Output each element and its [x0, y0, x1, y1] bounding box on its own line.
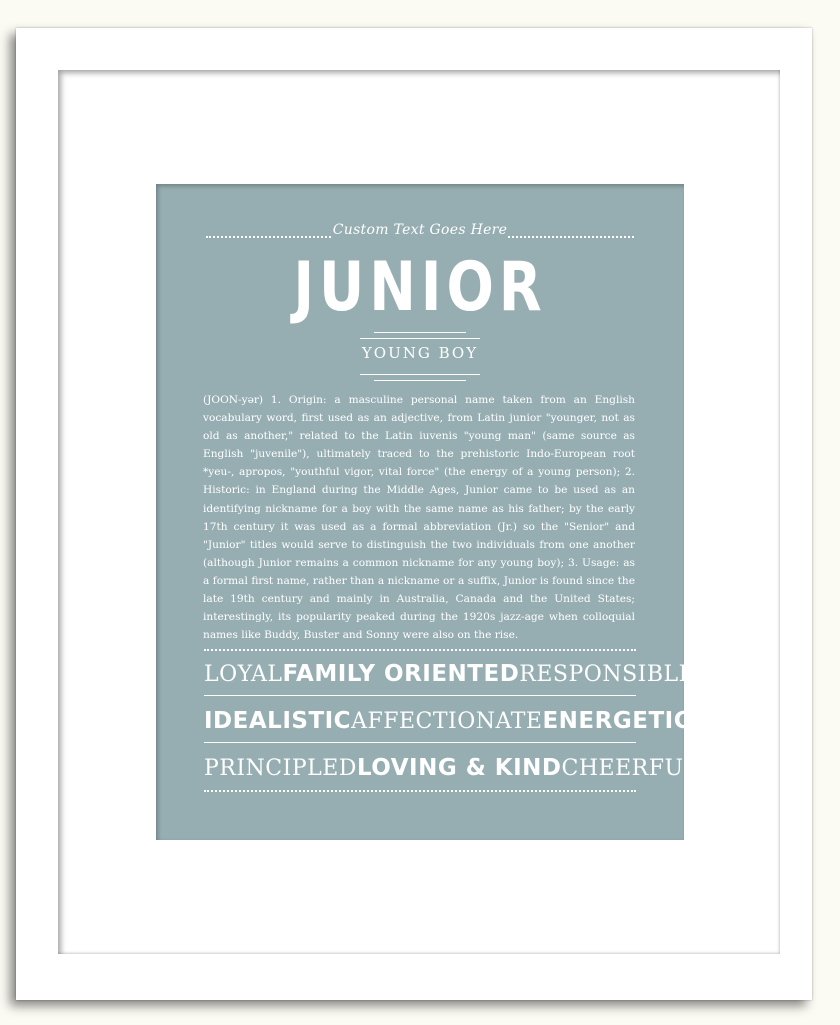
traits-row	[204, 703, 692, 739]
name-print	[156, 184, 699, 840]
traits-row	[204, 750, 699, 786]
trait-word: ENERGETIC	[542, 708, 692, 734]
trait-word: CHEERFUL	[561, 755, 699, 781]
dotted-divider	[204, 790, 636, 792]
custom-text: Custom Text Goes Here	[332, 222, 508, 238]
divider-line	[360, 374, 480, 375]
name-definition: (JOON-yər) 1. Origin: a masculine personal name taken from an English vocabulary word, first used as an adjective, from Latin junior "younger, not as old as another," related to the Latin iuvenis "young man" (same source as English "juvenile"), ultimately traced to the prehistoric Indo-European root *yeu-, apropos, "youthful vigor, vital force" (the energy of a young person); 2. Historic: in England during the Middle Ages, Junior came to be used as an identifying nickname for a boy with the same name as his father; by the early 17th century it was used as a formal abbreviation (Jr.) so the "Senior" and "Junior" titles would serve to distinguish the two individuals from one another (although Junior remains a common nickname for any young boy); 3. Usage: as a formal first name, rather than a nickname or a suffix, Junior is found since the late 19th century and mainly in Australia, Canada and the United States; interestingly, its popularity peaked during the 1920s jazz-age when colloquial names like Buddy, Buster and Sonny were also on the rise.	[203, 394, 635, 642]
divider-line	[360, 338, 480, 339]
picture-frame	[16, 28, 812, 1000]
divider-line	[374, 380, 466, 381]
trait-word: RESPONSIBLE	[519, 661, 696, 687]
dotted-divider-right	[508, 236, 634, 238]
trait-word: PRINCIPLED	[204, 755, 357, 781]
trait-word: IDEALISTIC	[204, 708, 352, 734]
dotted-divider	[204, 649, 636, 651]
trait-word: FAMILY ORIENTED	[282, 661, 520, 687]
trait-word: LOVING & KIND	[356, 755, 562, 781]
trait-word: AFFECTIONATE	[351, 708, 543, 734]
divider-line	[374, 332, 466, 333]
divider-line	[204, 742, 636, 743]
print-name-title: JUNIOR	[293, 248, 547, 327]
frame-mat	[58, 70, 780, 954]
name-meaning: YOUNG BOY	[361, 344, 479, 362]
divider-line	[204, 695, 636, 696]
traits-row	[204, 656, 696, 692]
trait-word: LOYAL	[204, 661, 283, 687]
